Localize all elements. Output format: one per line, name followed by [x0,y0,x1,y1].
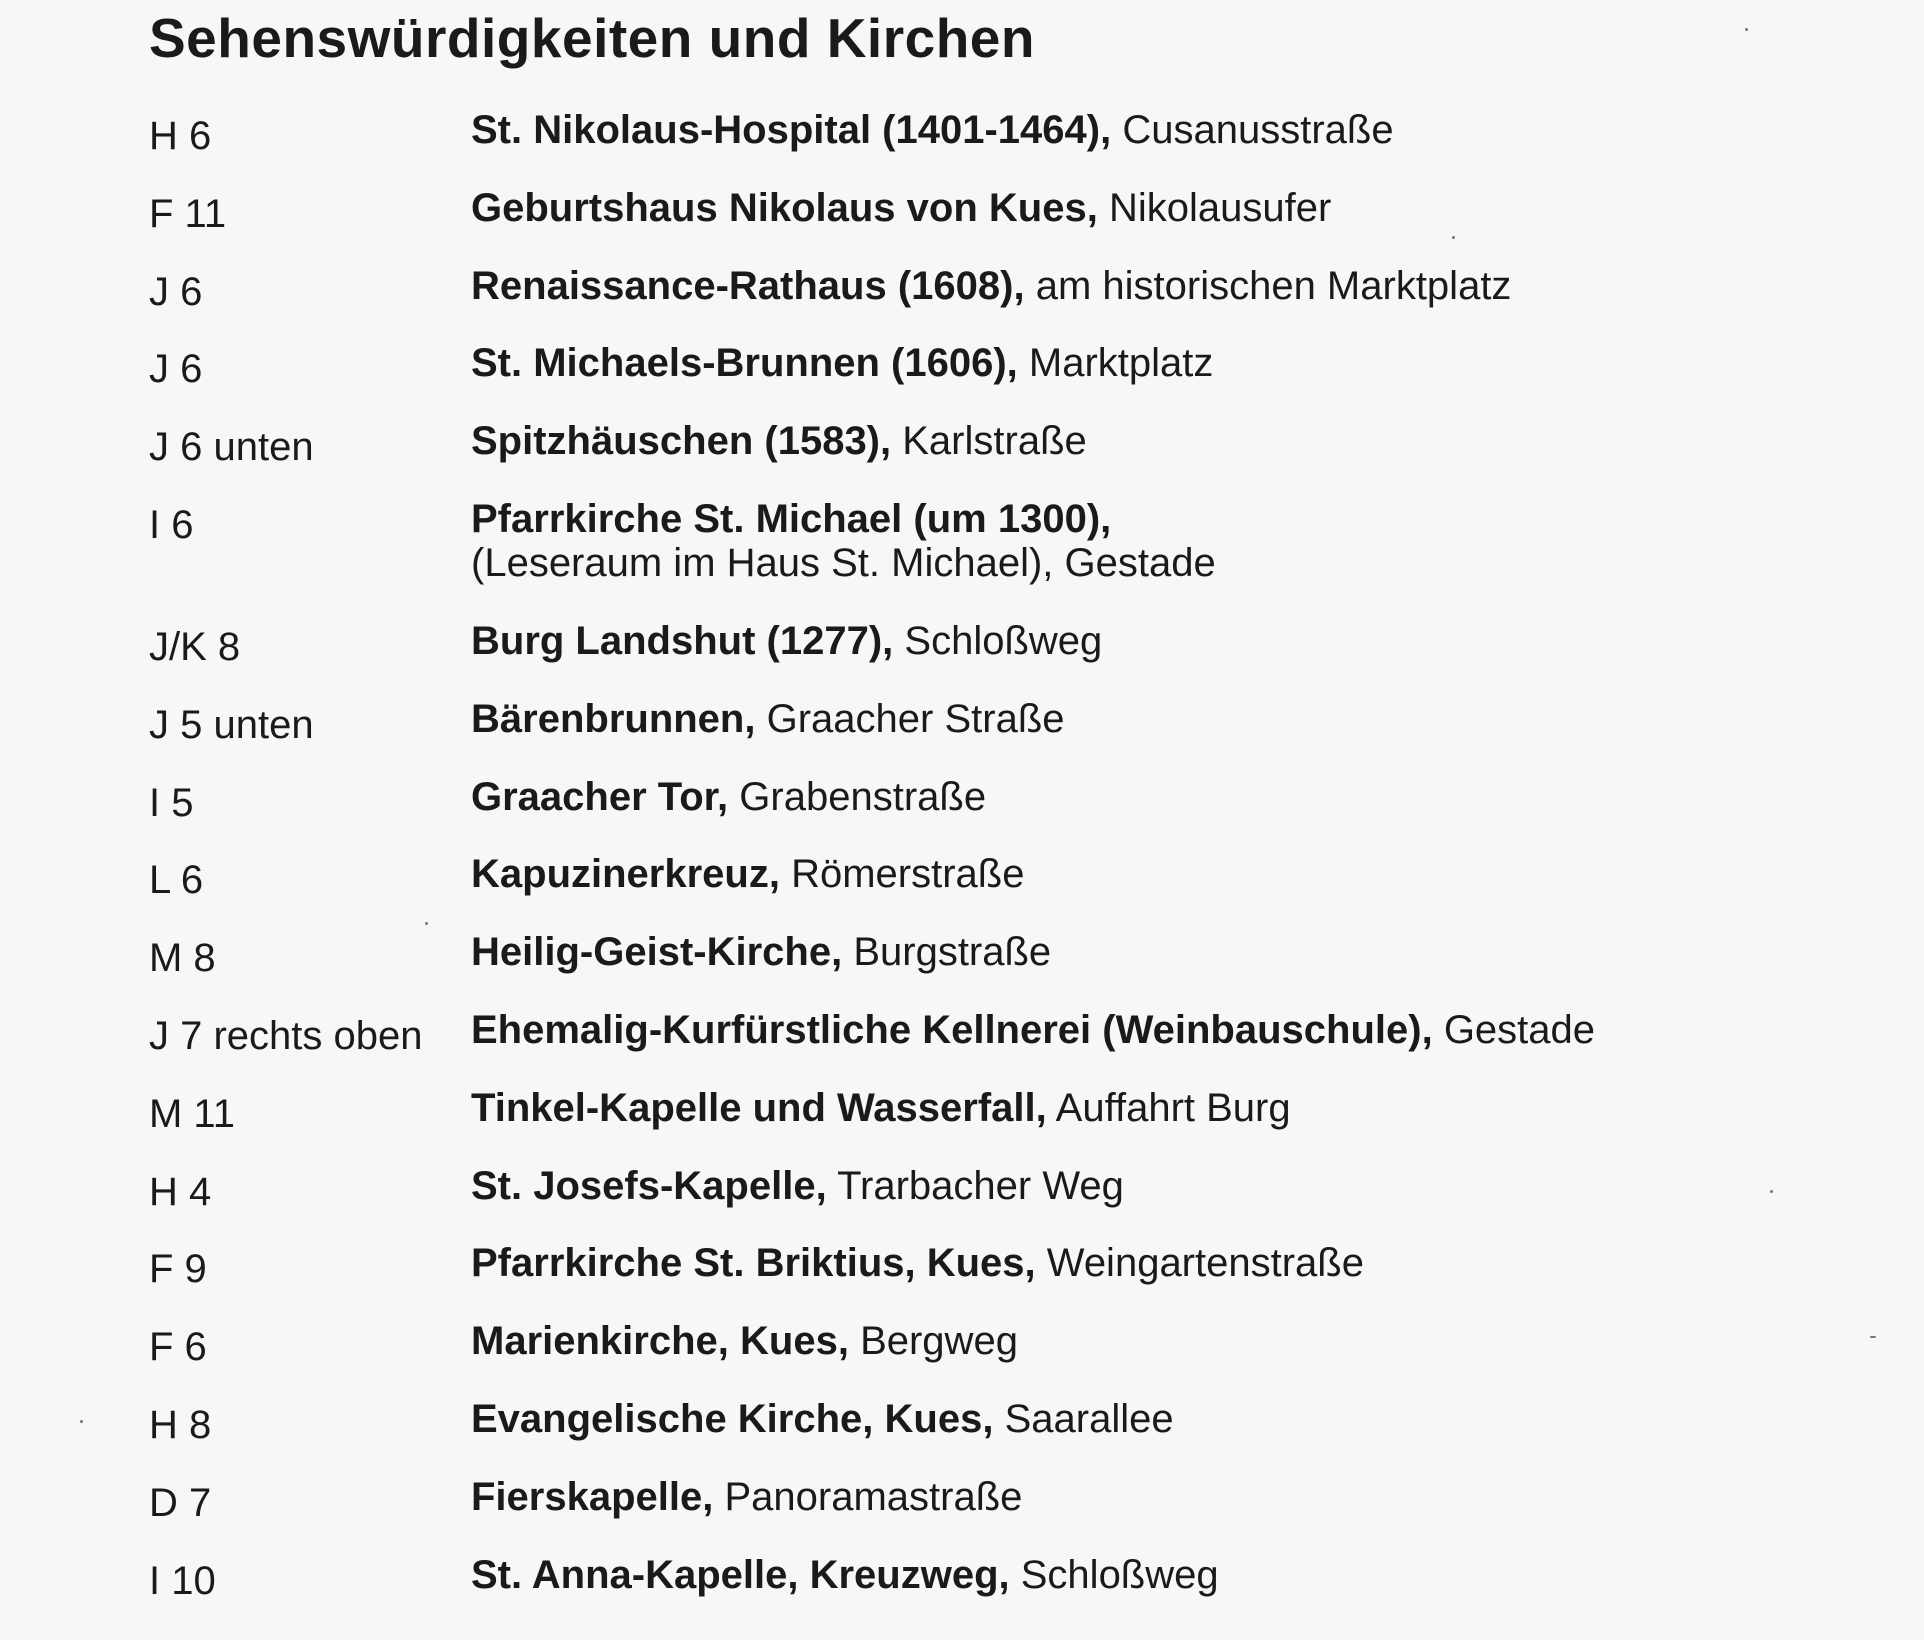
entry-place: Nikolausufer [1108,185,1332,230]
grid-code: F 9 [149,1247,207,1292]
entry-description [471,1397,1174,1441]
entry-second-line: (Leseraum im Haus St. Michael), Gestade [471,540,1216,585]
entry-place: Cusanusstraße [1122,108,1394,152]
entry-place: Grabenstraße [739,774,987,819]
scan-speck [425,922,428,925]
grid-code: M 8 [149,936,216,981]
entry-name: Geburtshaus Nikolaus von Kues, [471,185,1098,230]
entry-name: Pfarrkirche St. Michael (um 1300), [471,496,1112,541]
grid-code: H 6 [149,114,212,158]
entry-place: Trarbacher Weg [837,1163,1124,1208]
entry-place: Panoramastraße [724,1474,1023,1519]
list-item [149,619,1889,697]
entry-description [471,1241,1364,1285]
entry-description [471,619,1102,663]
entry-name: Graacher Tor, [471,774,729,819]
entry-name: Spitzhäuschen (1583), [471,419,892,464]
entry-name: Marienkirche, Kues, [471,1319,849,1364]
entry-description [471,1086,1291,1130]
grid-code: F 11 [149,191,227,236]
entry-description [471,264,1511,308]
entry-description [471,1319,1018,1363]
grid-code: J 6 [149,347,203,392]
entry-description [471,852,1024,896]
list-item [149,1008,1889,1086]
grid-code: J/K 8 [149,624,241,669]
list-item [149,1086,1889,1164]
list-item [149,1319,1889,1397]
list-item [149,1164,1889,1242]
entry-name: St. Anna-Kapelle, Kreuzweg, [471,1552,1010,1597]
entry-description [471,930,1051,974]
list-item [149,497,1889,619]
list-item [149,1241,1889,1319]
entry-name: St. Josefs-Kapelle, [471,1163,827,1208]
grid-code: J 6 unten [149,425,314,470]
entry-place: Burgstraße [853,930,1052,975]
entry-place: Schloßweg [904,618,1103,663]
grid-code: J 7 rechts oben [149,1013,423,1058]
list-item [149,419,1889,497]
entry-description [471,697,1065,741]
entry-description [471,108,1394,152]
list-item [149,264,1889,342]
grid-code: F 6 [149,1325,207,1370]
entry-description [471,497,1216,585]
list-item [149,341,1889,419]
grid-code: H 4 [149,1169,212,1214]
entry-place: Marktplatz [1028,341,1214,386]
entry-name: Burg Landshut (1277), [471,618,894,663]
list-item [149,852,1889,930]
entry-place: Römerstraße [791,852,1025,897]
entry-name: Fierskapelle, [471,1474,714,1519]
entry-place: Gestade [1443,1007,1596,1052]
list-item [149,1553,1889,1631]
entry-name: Pfarrkirche St. Briktius, Kues, [471,1241,1036,1286]
list-item [149,775,1889,853]
list-item [149,108,1889,186]
entry-name: Bärenbrunnen, [471,696,756,741]
grid-code: I 6 [149,502,194,547]
entry-place: Auffahrt Burg [1055,1085,1291,1130]
scan-speck [1452,236,1455,239]
list-item [149,697,1889,775]
entry-description [471,1475,1022,1519]
entry-name: Ehemalig-Kurfürstliche Kellnerei (Weinbauschule), [471,1007,1433,1052]
scan-speck [80,1420,83,1423]
entry-name: Renaissance-Rathaus (1608), [471,263,1025,308]
page-title: Sehenswürdigkeiten und Kirchen [149,7,1035,69]
scan-speck [1770,1190,1773,1193]
entry-description [471,186,1331,230]
entry-description [471,775,986,819]
entry-description [471,1008,1595,1052]
entry-description [471,1553,1219,1597]
entry-description [471,419,1087,463]
entry-list [149,108,1889,1630]
entry-name: Tinkel-Kapelle und Wasserfall, [471,1085,1047,1130]
entry-place: Schloßweg [1020,1552,1219,1597]
grid-code: I 5 [149,780,194,825]
grid-code: D 7 [149,1480,212,1525]
entry-name: St. Nikolaus-Hospital (1401-1464), [471,108,1112,152]
grid-code: J 6 [149,269,203,314]
grid-code: I 10 [149,1558,216,1603]
entry-place: Weingartenstraße [1046,1241,1364,1286]
list-item [149,1397,1889,1475]
entry-place: am historischen Marktplatz [1035,263,1512,308]
entry-place: Graacher Straße [766,696,1065,741]
grid-code: J 5 unten [149,702,314,747]
entry-place: Karlstraße [902,419,1087,464]
entry-name: St. Michaels-Brunnen (1606), [471,341,1018,386]
entry-name: Heilig-Geist-Kirche, [471,930,843,975]
list-item [149,930,1889,1008]
grid-code: M 11 [149,1091,235,1136]
entry-description [471,1164,1124,1208]
entry-place: Bergweg [860,1319,1018,1364]
entry-place: Saarallee [1004,1396,1174,1441]
list-item [149,1475,1889,1553]
grid-code: L 6 [149,858,204,903]
entry-name: Evangelische Kirche, Kues, [471,1396,994,1441]
scan-speck [1870,1336,1876,1338]
scan-speck [1745,28,1748,31]
list-item [149,186,1889,264]
entry-description [471,341,1213,385]
entry-name: Kapuzinerkreuz, [471,852,780,897]
grid-code: H 8 [149,1402,212,1447]
